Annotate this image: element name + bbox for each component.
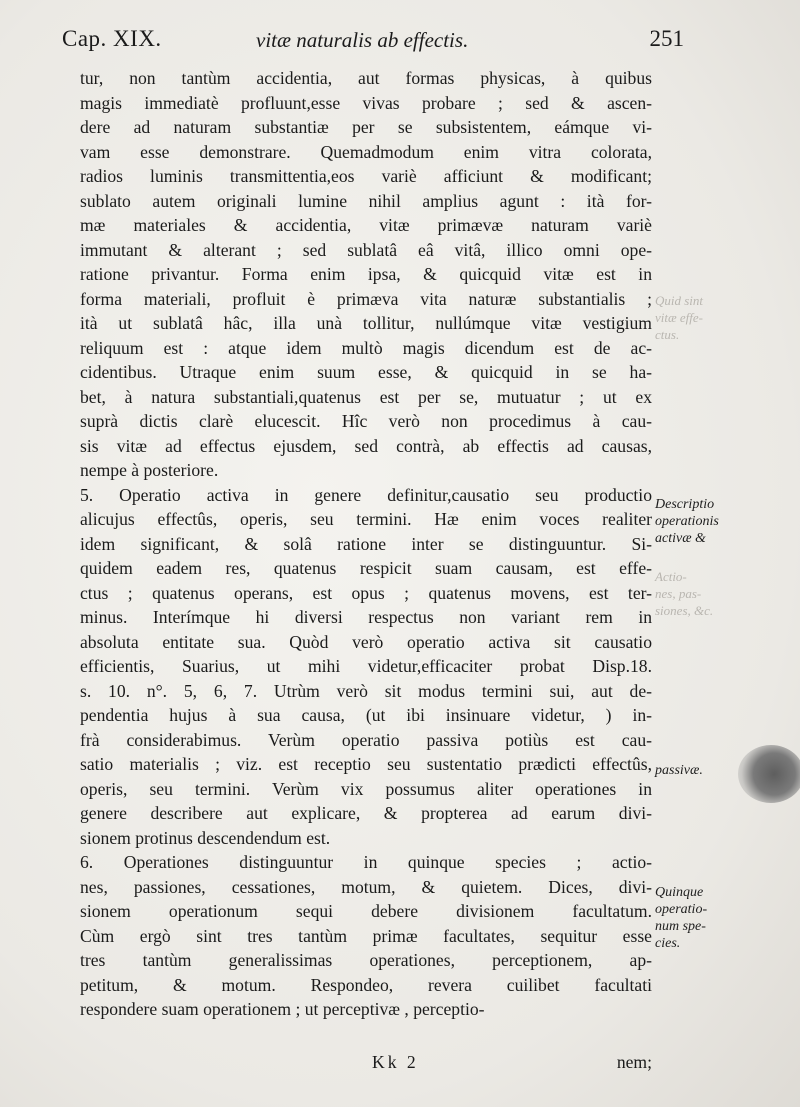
text-line: satio materialis ; viz. est receptio seu sustentatio prædicti effectûs, — [80, 754, 652, 774]
text-line: s. 10. n°. 5, 6, 7. Utrùm verò sit modus termini sui, aut de- — [80, 680, 652, 701]
text-line: sionem operationum sequi debere divisionem facultatum. — [80, 901, 652, 921]
text-line: radios luminis transmittentia,eos variè afficiunt & modificant; — [80, 166, 652, 186]
text-line: 6. Operationes distinguuntur in quinque species ; actio- — [80, 852, 652, 872]
text-line: ctus ; quatenus operans, est opus ; quatenus movens, est ter- — [80, 582, 652, 603]
text-line: forma materiali, profluit è primæva vita naturæ substantialis ; — [80, 288, 652, 309]
text-line: alicujus effectûs, operis, seu termini. Hæ enim voces realiter — [80, 509, 652, 529]
text-line: vam esse demonstrare. Quemadmodum enim vitra colorata, — [80, 141, 652, 162]
text-line: tres tantùm generalissimas operationes, perceptionem, ap- — [80, 950, 652, 970]
text-line: reliquum est : atque idem multò magis dicendum est de ac- — [80, 337, 652, 358]
chapter-label: Cap. XIX. — [62, 26, 162, 51]
text-line: tur, non tantùm accidentia, aut formas physicas, à quibus — [80, 68, 652, 88]
text-line: genere describere aut explicare, & propterea ad earum divi- — [80, 803, 652, 823]
text-line: absoluta entitate sua. Quòd verò operatio activa sit causatio — [80, 631, 652, 652]
bleed-through-note-a: Quid sint vitæ effe- ctus. — [655, 293, 704, 342]
text-line: dere ad naturam substantiæ per se subsistentem, eámque vi- — [80, 117, 652, 137]
text-line: idem significant, & solâ ratione inter se distinguuntur. Si- — [80, 533, 652, 554]
page-number: 251 — [649, 26, 684, 51]
text-line: frà considerabimus. Verùm operatio passiva potiùs est cau- — [80, 729, 652, 750]
text-line: minus. Interímque hi diversi respectus non variant rem in — [80, 607, 652, 627]
signature-mark: Kk 2 — [372, 1052, 419, 1072]
margin-note-descriptio: Descriptio operationis activæ & — [655, 497, 719, 546]
text-line: respondere suam operationem ; ut perceptivæ , perceptio- — [80, 999, 485, 1019]
text-line: sis vitæ ad effectus ejusdem, sed contrà, ab effectis ad causas, — [80, 435, 652, 456]
main-text-block — [80, 66, 652, 1022]
text-line: nes, passiones, cessationes, motum, & quietem. Dices, divi- — [80, 876, 652, 897]
text-line: efficientis, Suarius, ut mihi videtur,efficaciter probat Disp.18. — [80, 656, 652, 676]
text-line: 5. Operatio activa in genere definitur,causatio seu productio — [80, 484, 652, 505]
text-line: quidem eadem res, quatenus respicit suam causam, est effe- — [80, 558, 652, 578]
running-header — [62, 26, 682, 60]
ink-stain — [738, 745, 800, 803]
text-line: cidentibus. Utraque enim suum esse, & quicquid in se ha- — [80, 362, 652, 382]
running-title: vitæ naturalis ab effectis. — [256, 28, 469, 52]
page-footer — [80, 1052, 652, 1080]
text-line: bet, à natura substantiali,quatenus est per se, mutuatur ; ut ex — [80, 386, 652, 407]
text-line: nempe à posteriore. — [80, 460, 219, 480]
text-line: ratione privantur. Forma enim ipsa, & quicquid vitæ est in — [80, 264, 652, 284]
catchword: nem; — [616, 1052, 652, 1072]
text-line: Cùm ergò sint tres tantùm primæ facultates, sequitur esse — [80, 925, 652, 946]
text-line: sionem protinus descendendum est. — [80, 827, 331, 848]
text-line: operis, seu termini. Verùm vix possumus aliter operationes in — [80, 778, 652, 799]
text-line: suprà dictis clarè elucescit. Hîc verò non procedimus à cau- — [80, 411, 652, 431]
margin-note-quinque: Quinque operatio- num spe- cies. — [655, 885, 708, 951]
margin-note-passivae: passivæ. — [655, 763, 703, 778]
text-line: petitum, & motum. Respondeo, revera cuilibet facultati — [80, 974, 652, 995]
text-line: ità ut sublatâ hâc, illa unà tollitur, nullúmque vitæ vestigium — [80, 313, 652, 333]
text-line: sublato autem originali lumine nihil amplius agunt : ità for- — [80, 190, 652, 211]
bleed-through-note-b: Actio- nes, pas- siones, &c. — [655, 569, 714, 618]
text-line: immutant & alterant ; sed sublatâ eâ vitâ, illico omni ope- — [80, 239, 652, 260]
text-line: pendentia hujus à sua causa, (ut ibi insinuare videtur, ) in- — [80, 705, 652, 725]
text-line: mæ materiales & accidentia, vitæ primævæ naturam variè — [80, 215, 652, 235]
text-line: magis immediatè profluunt,esse vivas probare ; sed & ascen- — [80, 92, 652, 113]
